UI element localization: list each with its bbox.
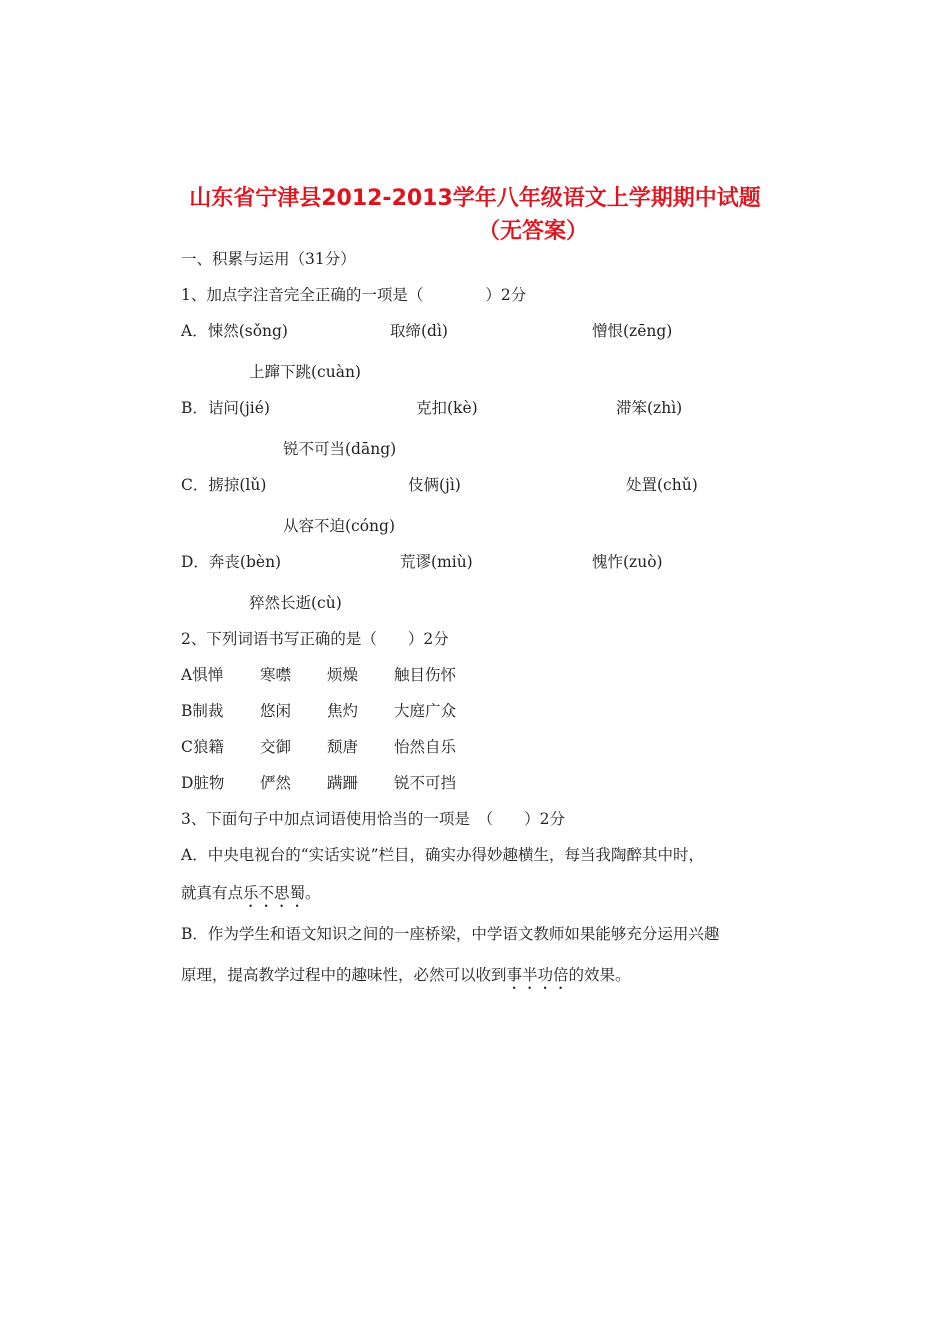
q1-option-b-4: 锐不可当(dāng) [283,440,397,458]
q2-option-a-4: 触目伤怀 [394,666,457,684]
q1-option-a-1: A．悚然(sǒng) [181,322,288,340]
q2-option-b-3: 焦灼 [327,702,359,720]
q1-option-d-4: 猝然长逝(cù) [249,594,342,612]
q2-option-c-2: 交御 [260,738,292,756]
q1-option-c-1: C．掳掠(lǔ) [181,476,267,494]
q2-option-d-3: 蹒跚 [327,774,359,792]
q3-b-text-post: 的效果。 [568,966,631,984]
q2-option-b-2: 悠闲 [260,702,292,720]
q2-option-c-1: C狼籍 [181,738,224,756]
q2-option-d-2: 俨然 [260,774,292,792]
q1-option-a-2: 取缔(dì) [390,322,448,340]
q3-option-a-line1: A．中央电视台的“实话实说”栏目，确实办得妙趣横生，每当我陶醉其中时， [181,846,705,864]
q1-option-d-1: D．奔丧(bèn) [181,553,282,571]
q2-option-d-1: D脏物 [181,774,225,792]
q2-option-b-1: B制裁 [181,702,224,720]
q1-option-b-2: 克扣(kè) [416,399,478,417]
q1-option-a-4: 上蹿下跳(cuàn) [249,363,361,381]
q3-option-b-line1: B．作为学生和语文知识之间的一座桥梁，中学语文教师如果能够充分运用兴趣 [181,925,720,943]
q1-option-d-2: 荒谬(miù) [400,553,473,571]
q3-a-text-post: 。 [305,884,321,902]
q3-option-a-line2 [181,881,321,911]
q1-option-c-4: 从容不迫(cóng) [283,517,396,535]
q2-option-d-4: 锐不可挡 [394,774,457,792]
q2-option-a-1: A惧惮 [181,666,224,684]
exam-title: 山东省宁津县2012-2013学年八年级语文上学期期中试题 [189,186,761,211]
q2-option-b-4: 大庭广众 [394,702,457,720]
q2-option-c-3: 颓唐 [327,738,359,756]
q1-option-c-2: 伎俩(jì) [408,476,461,494]
exam-title-note: （无答案） [477,219,588,244]
q1-option-b-3: 滞笨(zhì) [616,399,683,417]
q1-option-b-1: B．诘问(jié) [181,399,270,417]
section-heading: 一、积累与运用（31分） [181,250,356,268]
question-1-stem: 1、加点字注音完全正确的一项是（ ）2分 [181,286,527,304]
q3-option-b-line2 [181,963,631,993]
q1-option-a-3: 憎恨(zēng) [592,322,673,340]
q3-b-text-pre: 原理，提高教学过程中的趣味性，必然可以收到 [181,966,507,984]
q2-option-c-4: 怡然自乐 [394,738,457,756]
q2-option-a-3: 烦燥 [327,666,359,684]
q3-b-emphasized-word: 事半功倍 [506,966,569,984]
q1-option-d-3: 愧怍(zuò) [592,553,663,571]
q2-option-a-2: 寒噤 [260,666,292,684]
q3-a-emphasized-word: 乐不思蜀 [243,884,306,902]
q1-option-c-3: 处置(chǔ) [626,476,698,494]
question-2-stem: 2、下列词语书写正确的是（ ）2分 [181,630,449,648]
q3-a-text-pre: 就真有点 [181,884,244,902]
question-3-stem: 3、下面句子中加点词语使用恰当的一项是 （ ）2分 [181,810,565,828]
